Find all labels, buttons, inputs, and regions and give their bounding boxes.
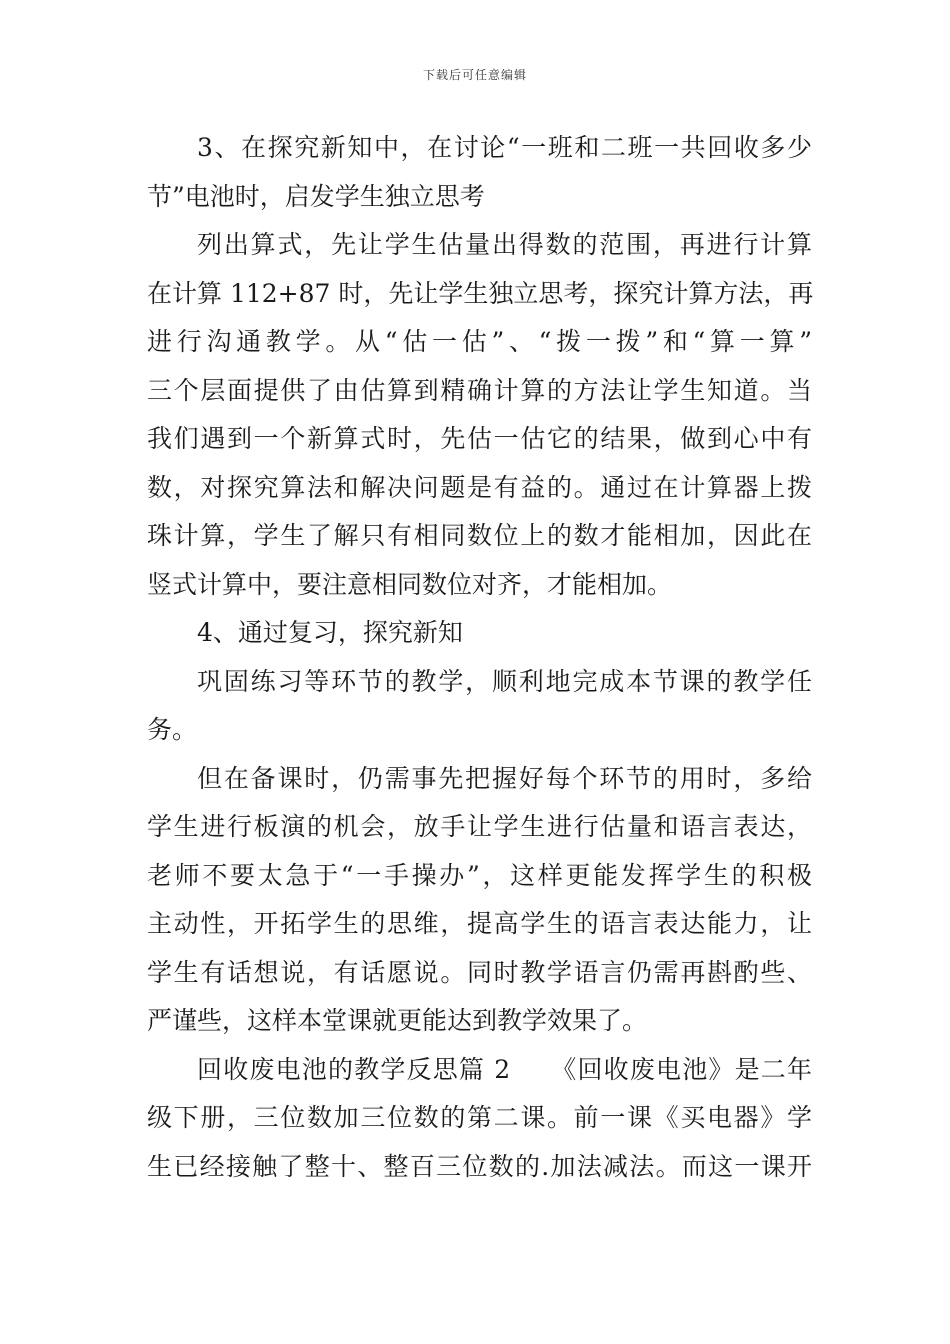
text-line: 巩固练习等环节的教学，顺利地完成本节课的教学任 — [197, 666, 812, 696]
text-line: 回收废电池的教学反思篇 2 《回收废电池》是二年 — [197, 1054, 812, 1084]
document-body — [147, 124, 812, 1191]
text-line: 级下册，三位数加三位数的第二课。前一课《买电器》学 — [147, 1103, 812, 1132]
text-line: 生已经接触了整十、整百三位数的.加法减法。而这一课开 — [147, 1151, 812, 1181]
text-line: 数，对探究算法和解决问题是有益的。通过在计算器上拨 — [147, 472, 812, 502]
text-line: 我们遇到一个新算式时，先估一估它的结果，做到心中有 — [147, 424, 812, 453]
text-line: 4、通过复习，探究新知 — [197, 618, 463, 647]
page-header: 下载后可任意编辑 — [422, 68, 527, 82]
text-line: 务。 — [147, 715, 198, 744]
text-line: 竖式计算中，要注意相同数位对齐，才能相加。 — [147, 569, 673, 599]
text-line: 在计算 112+87 时，先让学生独立思考，探究计算方法，再 — [147, 278, 814, 308]
text-line: 三个层面提供了由估算到精确计算的方法让学生知道。当 — [147, 375, 812, 405]
text-line: 学生进行板演的机会，放手让学生进行估量和语言表达， — [147, 812, 812, 841]
text-line: 但在备课时，仍需事先把握好每个环节的用时，多给 — [197, 763, 812, 793]
text-line: 节”电池时，启发学生独立思考 — [147, 181, 485, 211]
text-line: 学生有话想说，有话愿说。同时教学语言仍需再斟酌些、 — [147, 957, 812, 987]
text-line: 严谨些，这样本堂课就更能达到教学效果了。 — [147, 1006, 648, 1035]
text-line: 3、在探究新知中，在讨论“一班和二班一共回收多少 — [197, 133, 812, 162]
text-line: 珠计算，学生了解只有相同数位上的数才能相加，因此在 — [147, 521, 812, 550]
text-line: 主动性，开拓学生的思维，提高学生的语言表达能力，让 — [147, 909, 812, 938]
text-line: 进行沟通教学。从“估一估”、“拨一拨”和“算一算” — [147, 327, 812, 356]
text-line: 列出算式，先让学生估量出得数的范围，再进行计算 — [197, 230, 812, 259]
text-line: 老师不要太急于“一手操办”，这样更能发挥学生的积极 — [147, 860, 812, 890]
